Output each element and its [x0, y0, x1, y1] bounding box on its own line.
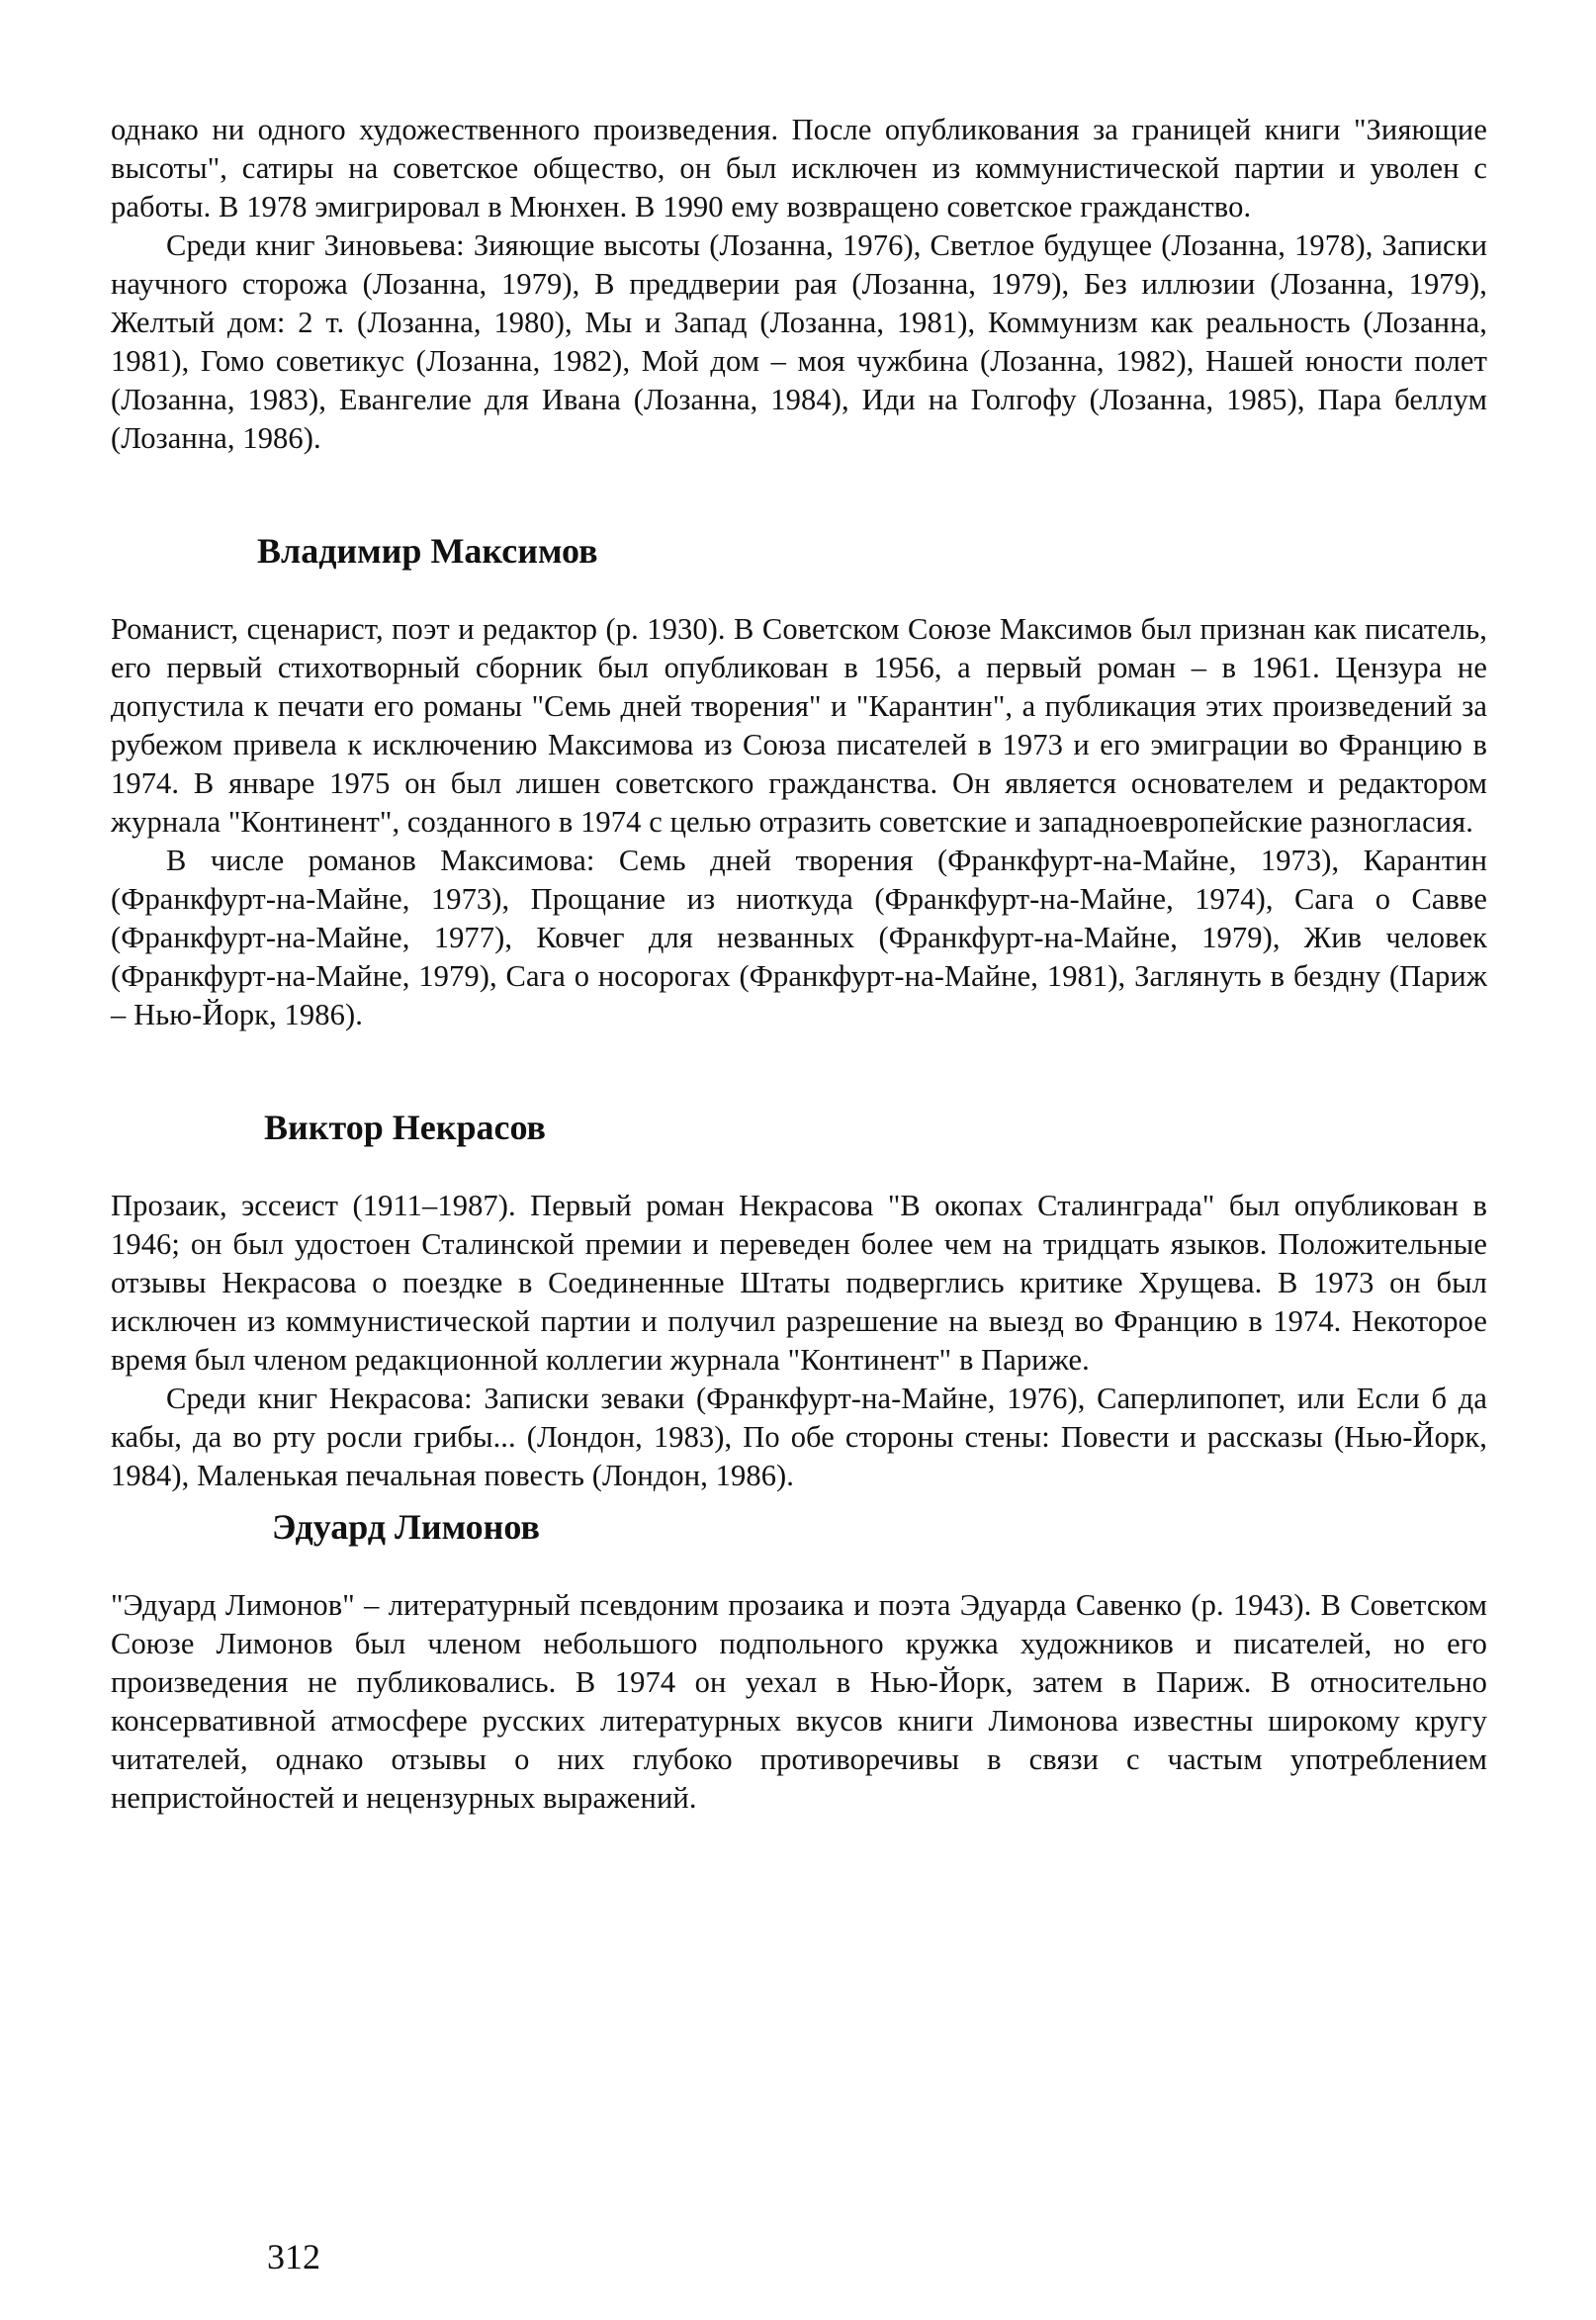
maksimov-heading: Владимир Максимов	[257, 531, 598, 571]
maksimov-books-paragraph: В числе романов Максимова: Семь дней творения (Франкфурт-на-Майне, 1973), Карантин (Франкфурт-на-Майне, 1973), Прощание из ниоткуда (Франкфурт-на-Майне, 1974), Сага о Савве (Франкфурт-на-Майне, 1977), Ковчег для незванных (Франкфурт-на-Майне, 1979), Жив человек (Франкфурт-на-Майне, 1979), Сага о носорогах (Франкфурт-на-Майне, 1981), Заглянуть в бездну (Париж – Нью-Йорк, 1986).	[111, 844, 1487, 1031]
nekrasov-heading: Виктор Некрасов	[264, 1108, 546, 1147]
limonov-bio-paragraph: "Эдуард Лимонов" – литературный псевдоним прозаика и поэта Эдуарда Савенко (р. 1943). В Советском Союзе Лимонов был членом небольшого подпольного кружка художников и писателей, но его произведения не публиковались. В 1974 он уехал в Нью-Йорк, затем в Париж. В относительно консервативной атмосфере русских литературных вкусов книги Лимонова известны широкому кругу читателей, однако отзывы о них глубоко противоречивы в связи с частым употреблением непристойностей и нецензурных выражений.	[111, 1588, 1487, 1815]
text-column	[111, 111, 1487, 1818]
nekrasov-books-paragraph: Среди книг Некрасова: Записки зеваки (Франкфурт-на-Майне, 1976), Саперлипопет, или Если б да кабы, да во рту росли грибы... (Лондон, 1983), По обе стороны стены: Повести и рассказы (Нью-Йорк, 1984), Маленькая печальная повесть (Лондон, 1986).	[111, 1382, 1487, 1492]
maksimov-bio-paragraph: Романист, сценарист, поэт и редактор (р. 1930). В Советском Союзе Максимов был признан как писатель, его первый стихотворный сборник был опубликован в 1956, а первый роман – в 1961. Цензура не допустила к печати его романы "Семь дней творения" и "Карантин", а публикация этих произведений за рубежом привела к исключению Максимова из Союза писателей в 1973 и его эмиграции во Францию в 1974. В январе 1975 он был лишен советского гражданства. Он является основателем и редактором журнала "Континент", созданного в 1974 с целью отразить советские и западноевропейские разногласия.	[111, 612, 1487, 839]
zinoviev-books-paragraph: Среди книг Зиновьева: Зияющие высоты (Лозанна, 1976), Светлое будущее (Лозанна, 1978), Записки научного сторожа (Лозанна, 1979), В преддверии рая (Лозанна, 1979), Без иллюзии (Лозанна, 1979), Желтый дом: 2 т. (Лозанна, 1980), Мы и Запад (Лозанна, 1981), Коммунизм как реальность (Лозанна, 1981), Гомо советикус (Лозанна, 1982), Мой дом – моя чужбина (Лозанна, 1982), Нашей юности полет (Лозанна, 1983), Евангелие для Ивана (Лозанна, 1984), Иди на Голгофу (Лозанна, 1985), Пара беллум (Лозанна, 1986).	[111, 228, 1487, 455]
page-number: 312	[267, 2237, 320, 2276]
intro-paragraph-1: однако ни одного художественного произведения. После опубликования за границей книги "Зияющие высоты", сатиры на советское общество, он был исключен из коммунистической партии и уволен с работы. В 1978 эмигрировал в Мюнхен. В 1990 ему возвращено советское гражданство.	[111, 113, 1487, 223]
limonov-heading: Эдуард Лимонов	[272, 1507, 540, 1547]
nekrasov-bio-paragraph: Прозаик, эссеист (1911–1987). Первый роман Некрасова "В окопах Сталинграда" был опубликован в 1946; он был удостоен Сталинской премии и переведен более чем на тридцать языков. Положительные отзывы Некрасова о поездке в Соединенные Штаты подверглись критике Хрущева. В 1973 он был исключен из коммунистической партии и получил разрешение на выезд во Францию в 1974. Некоторое время был членом редакционной коллегии журнала "Континент" в Париже.	[111, 1189, 1487, 1377]
